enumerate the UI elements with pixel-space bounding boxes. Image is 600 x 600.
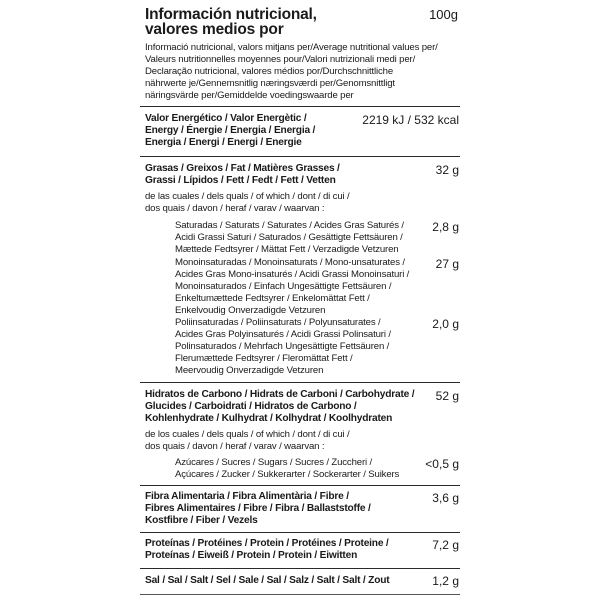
nutrition-label bbox=[140, 0, 460, 600]
label-title-line-2: valores medios por bbox=[145, 21, 284, 38]
monounsaturates-value: 27 g bbox=[435, 257, 459, 271]
protein-value: 7,2 g bbox=[432, 538, 459, 552]
carbohydrate-label-line-2: Glucides / Carboidrati / Hidratos de Carbono / bbox=[145, 401, 357, 412]
divider bbox=[140, 106, 460, 107]
divider bbox=[140, 594, 460, 595]
carbohydrate-label-line-3: Kohlenhydrate / Kulhydrat / Kolhydrat / Koolhydraten bbox=[145, 413, 393, 424]
translation-line-2: Valeurs nutritionnelles moyennes pour/Valori nutrizionali medi per/ bbox=[145, 54, 416, 65]
reference-quantity: 100g bbox=[429, 7, 458, 22]
protein-label-line-1: Proteínas / Protéines / Protein / Protéines / Proteine / bbox=[145, 538, 389, 549]
saturates-label-line-2: Acidi Grassi Saturi / Saturados / Gesättigte Fettsäuren / bbox=[175, 232, 403, 243]
translation-line-4: nährwerte je/Gennemsnitlig næringsværdi per/Genomsnittligt bbox=[145, 78, 395, 89]
energy-label-line-3: Energia / Energi / Energi / Energie bbox=[145, 137, 302, 148]
divider bbox=[140, 532, 460, 533]
sugars-value: <0,5 g bbox=[425, 457, 459, 471]
polyunsaturates-value: 2,0 g bbox=[432, 317, 459, 331]
fat-of-which-line-2: dos quais / davon / heraf / varav / waarvan : bbox=[145, 203, 325, 214]
translation-line-3: Declaração nutricional, valores médios por/Durchschnittliche bbox=[145, 66, 394, 77]
fat-label-line-1: Grasas / Greixos / Fat / Matières Grasses / bbox=[145, 163, 340, 174]
polyunsaturates-label-line-3: Polinsaturados / Mehrfach Ungesättigte Fettsäuren / bbox=[175, 341, 390, 352]
fat-value: 32 g bbox=[435, 163, 459, 177]
energy-value: 2219 kJ / 532 kcal bbox=[362, 113, 459, 127]
saturates-label-line-3: Mættede Fedtsyrer / Mättat Fett / Verzadigde Vetzuren bbox=[175, 244, 399, 255]
sugars-label-line-1: Azúcares / Sucres / Sugars / Sucres / Zuccheri / bbox=[175, 457, 373, 468]
carbohydrate-label-line-1: Hidratos de Carbono / Hidrats de Carboni / Carbohydrate / bbox=[145, 389, 415, 400]
fibre-label-line-2: Fibres Alimentaires / Fibre / Fibra / Ballaststoffe / bbox=[145, 503, 371, 514]
translation-line-1: Informació nutricional, valors mitjans per/Average nutritional values per/ bbox=[145, 42, 438, 53]
monounsaturates-label-line-3: Monoinsaturados / Einfach Ungesättigte Fettsäuren / bbox=[175, 281, 392, 292]
divider bbox=[140, 485, 460, 486]
divider bbox=[140, 382, 460, 383]
carbs-of-which-line-1: de los cuales / dels quals / of which / dont / di cui / bbox=[145, 429, 350, 440]
carbohydrate-value: 52 g bbox=[435, 389, 459, 403]
carbs-of-which-line-2: dos quais / davon / heraf / varav / waarvan : bbox=[145, 441, 325, 452]
monounsaturates-label-line-5: Enkelvoudig Onverzadigde Vetzuren bbox=[175, 305, 326, 316]
fat-label-line-2: Grassi / Lípidos / Fett / Fedt / Fett / Vetten bbox=[145, 175, 336, 186]
sugars-label-line-2: Açúcares / Zucker / Sukkerarter / Sockerarter / Suikers bbox=[175, 469, 400, 480]
polyunsaturates-label-line-1: Poliinsaturadas / Poliinsaturats / Polyunsaturates / bbox=[175, 317, 381, 328]
translation-line-5: näringsvärde per/Gemiddelde voedingswaarde per bbox=[145, 90, 354, 101]
energy-label-line-1: Valor Energético / Valor Energètic / bbox=[145, 113, 307, 124]
label-title-line-1: Información nutricional, bbox=[145, 6, 317, 23]
polyunsaturates-label-line-5: Meervoudig Onverzadigde Vetzuren bbox=[175, 365, 324, 376]
protein-label-line-2: Proteínas / Eiweiß / Protein / Protein / Eiwitten bbox=[145, 550, 358, 561]
polyunsaturates-label-line-4: Flerumættede Fedtsyrer / Fleromättat Fett / bbox=[175, 353, 353, 364]
fibre-label-line-1: Fibra Alimentaria / Fibra Alimentària / Fibre / bbox=[145, 491, 349, 502]
monounsaturates-label-line-2: Acides Gras Mono-insaturés / Acidi Grassi Monoinsaturi / bbox=[175, 269, 410, 280]
fat-of-which-line-1: de las cuales / dels quals / of which / dont / di cui / bbox=[145, 191, 350, 202]
saturates-value: 2,8 g bbox=[432, 220, 459, 234]
polyunsaturates-label-line-2: Acides Gras Polyinsaturés / Acidi Grassi Polinsaturi / bbox=[175, 329, 391, 340]
divider bbox=[140, 156, 460, 157]
fibre-value: 3,6 g bbox=[432, 491, 459, 505]
fibre-label-line-3: Kostfibre / Fiber / Vezels bbox=[145, 515, 258, 526]
salt-label: Sal / Sal / Salt / Sel / Sale / Sal / Salz / Salt / Salt / Zout bbox=[145, 575, 390, 586]
monounsaturates-label-line-1: Monoinsaturadas / Monoinsaturats / Mono-unsaturates / bbox=[175, 257, 405, 268]
saturates-label-line-1: Saturadas / Saturats / Saturates / Acides Gras Saturés / bbox=[175, 220, 404, 231]
divider bbox=[140, 568, 460, 569]
salt-value: 1,2 g bbox=[432, 574, 459, 588]
energy-label-line-2: Energy / Énergie / Energia / Energia / bbox=[145, 125, 316, 136]
monounsaturates-label-line-4: Enkeltumættede Fedtsyrer / Enkelomättat Fett / bbox=[175, 293, 370, 304]
